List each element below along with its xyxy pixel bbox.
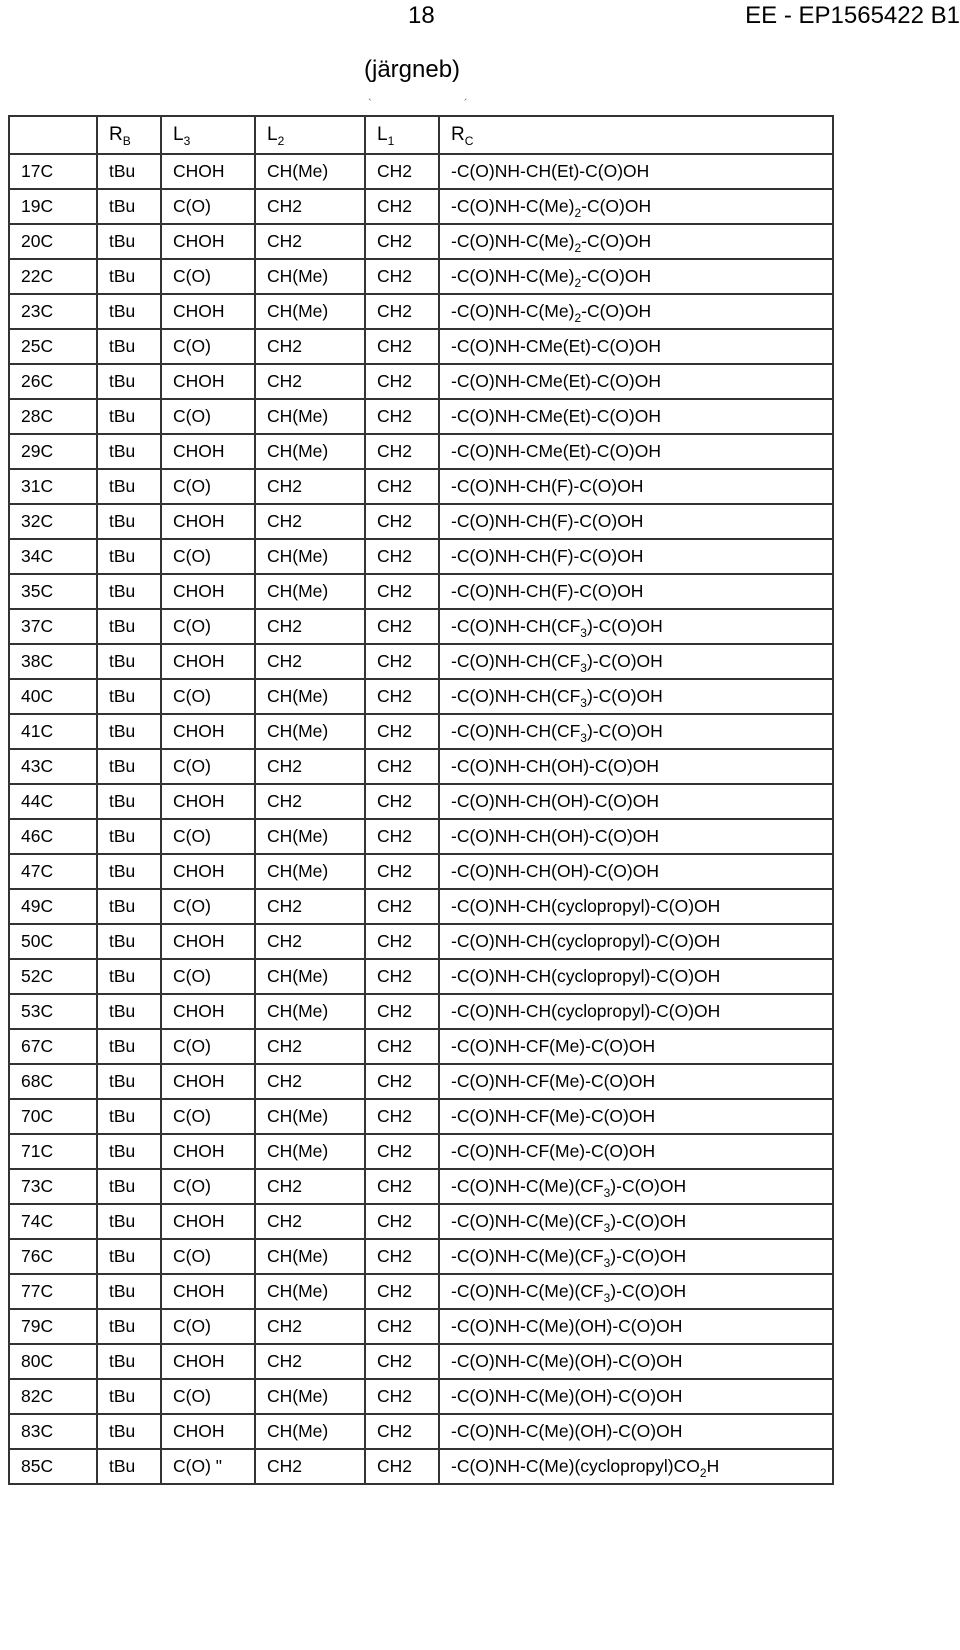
cell-rb: tBu	[97, 1099, 161, 1134]
cell-compound-id: 73C	[9, 1169, 97, 1204]
cell-compound-id: 68C	[9, 1064, 97, 1099]
continued-label: (järgneb)	[364, 56, 461, 83]
cell-rc: -C(O)NH-CH(OH)-C(O)OH	[439, 854, 833, 889]
cell-l2: CH(Me)	[255, 1414, 365, 1449]
compound-table	[8, 115, 834, 1485]
table-row	[9, 364, 833, 399]
cell-l1: CH2	[365, 889, 439, 924]
document-id: EE - EP1565422 B1	[745, 2, 960, 29]
table-row	[9, 1344, 833, 1379]
cell-l1: CH2	[365, 1344, 439, 1379]
scan-tick-right: ´	[464, 98, 468, 110]
cell-compound-id: 23C	[9, 294, 97, 329]
cell-compound-id: 71C	[9, 1134, 97, 1169]
header-l2: $L_2$	[255, 116, 365, 154]
page-number: 18	[408, 2, 435, 29]
cell-l3: C(O)	[161, 469, 255, 504]
cell-l1: CH2	[365, 399, 439, 434]
cell-l2: CH(Me)	[255, 1099, 365, 1134]
cell-rc: -C(O)NH-CF(Me)-C(O)OH	[439, 1099, 833, 1134]
cell-l2: CH2	[255, 609, 365, 644]
cell-l3: C(O)	[161, 1309, 255, 1344]
cell-l2: CH2	[255, 469, 365, 504]
cell-rb: tBu	[97, 224, 161, 259]
cell-l2: CH2	[255, 504, 365, 539]
cell-l1: CH2	[365, 749, 439, 784]
cell-compound-id: 37C	[9, 609, 97, 644]
cell-rc: $-C(O)NH-CH(CF_3)-C(O)OH$	[439, 714, 833, 749]
cell-rc: -C(O)NH-C(Me)(OH)-C(O)OH	[439, 1344, 833, 1379]
cell-l2: CH(Me)	[255, 959, 365, 994]
cell-l1: CH2	[365, 609, 439, 644]
cell-l3: CHOH	[161, 504, 255, 539]
table-row	[9, 1274, 833, 1309]
cell-rb: tBu	[97, 1414, 161, 1449]
cell-l3: C(O)	[161, 749, 255, 784]
cell-l3: CHOH	[161, 644, 255, 679]
cell-rb: tBu	[97, 609, 161, 644]
cell-l2: CH2	[255, 1204, 365, 1239]
cell-rb: tBu	[97, 959, 161, 994]
cell-rb: tBu	[97, 854, 161, 889]
cell-l1: CH2	[365, 1134, 439, 1169]
table-row	[9, 924, 833, 959]
table-row	[9, 784, 833, 819]
cell-l1: CH2	[365, 434, 439, 469]
cell-l2: CH(Me)	[255, 539, 365, 574]
cell-l3: CHOH	[161, 1344, 255, 1379]
cell-l1: CH2	[365, 504, 439, 539]
cell-l1: CH2	[365, 1204, 439, 1239]
cell-rb: tBu	[97, 574, 161, 609]
cell-l2: CH2	[255, 364, 365, 399]
cell-l3: C(O)	[161, 189, 255, 224]
cell-compound-id: 76C	[9, 1239, 97, 1274]
cell-l3: CHOH	[161, 154, 255, 189]
cell-compound-id: 28C	[9, 399, 97, 434]
cell-l1: CH2	[365, 1414, 439, 1449]
cell-l3: C(O)	[161, 1099, 255, 1134]
header-l3: $L_3$	[161, 116, 255, 154]
header-rb: $R_B$	[97, 116, 161, 154]
cell-l1: CH2	[365, 1169, 439, 1204]
cell-l3: C(O) "	[161, 1449, 255, 1484]
header-l1: $L_1$	[365, 116, 439, 154]
table-row	[9, 1029, 833, 1064]
cell-l3: CHOH	[161, 784, 255, 819]
cell-compound-id: 25C	[9, 329, 97, 364]
cell-rb: tBu	[97, 749, 161, 784]
cell-l2: CH2	[255, 1309, 365, 1344]
cell-l2: CH(Me)	[255, 1134, 365, 1169]
cell-rc: -C(O)NH-CH(Et)-C(O)OH	[439, 154, 833, 189]
cell-compound-id: 34C	[9, 539, 97, 574]
cell-rb: tBu	[97, 889, 161, 924]
cell-compound-id: 20C	[9, 224, 97, 259]
cell-l1: CH2	[365, 574, 439, 609]
cell-l1: CH2	[365, 854, 439, 889]
cell-rc: -C(O)NH-CH(cyclopropyl)-C(O)OH	[439, 959, 833, 994]
cell-rb: tBu	[97, 399, 161, 434]
cell-l3: C(O)	[161, 609, 255, 644]
cell-compound-id: 49C	[9, 889, 97, 924]
cell-compound-id: 41C	[9, 714, 97, 749]
cell-compound-id: 43C	[9, 749, 97, 784]
table-body	[9, 154, 833, 1484]
cell-rb: tBu	[97, 259, 161, 294]
cell-l3: CHOH	[161, 224, 255, 259]
cell-rb: tBu	[97, 1204, 161, 1239]
cell-l3: C(O)	[161, 1379, 255, 1414]
table-row	[9, 574, 833, 609]
cell-l1: CH2	[365, 329, 439, 364]
cell-rc: -C(O)NH-CH(F)-C(O)OH	[439, 539, 833, 574]
cell-l3: CHOH	[161, 1414, 255, 1449]
cell-l1: CH2	[365, 959, 439, 994]
cell-rb: tBu	[97, 994, 161, 1029]
cell-l3: C(O)	[161, 329, 255, 364]
table-row	[9, 819, 833, 854]
cell-rc: -C(O)NH-CMe(Et)-C(O)OH	[439, 364, 833, 399]
cell-l1: CH2	[365, 1309, 439, 1344]
cell-l1: CH2	[365, 154, 439, 189]
cell-rc: $-C(O)NH-C(Me)(cyclopropyl)CO_2H$	[439, 1449, 833, 1484]
header-rc: $R_C$	[439, 116, 833, 154]
cell-rb: tBu	[97, 924, 161, 959]
cell-rc: $-C(O)NH-C(Me)(CF_3)-C(O)OH$	[439, 1204, 833, 1239]
table-row	[9, 994, 833, 1029]
cell-l3: C(O)	[161, 889, 255, 924]
cell-l2: CH2	[255, 1449, 365, 1484]
cell-rb: tBu	[97, 189, 161, 224]
cell-rc: -C(O)NH-CF(Me)-C(O)OH	[439, 1064, 833, 1099]
cell-rc: -C(O)NH-CMe(Et)-C(O)OH	[439, 329, 833, 364]
table-header-row	[9, 116, 833, 154]
cell-l1: CH2	[365, 784, 439, 819]
table-row	[9, 609, 833, 644]
cell-compound-id: 52C	[9, 959, 97, 994]
cell-compound-id: 29C	[9, 434, 97, 469]
cell-l1: CH2	[365, 924, 439, 959]
cell-l1: CH2	[365, 644, 439, 679]
cell-rb: tBu	[97, 1309, 161, 1344]
cell-l2: CH(Me)	[255, 679, 365, 714]
cell-rc: -C(O)NH-C(Me)(OH)-C(O)OH	[439, 1379, 833, 1414]
table-row	[9, 1169, 833, 1204]
cell-rb: tBu	[97, 714, 161, 749]
cell-compound-id: 31C	[9, 469, 97, 504]
cell-l3: CHOH	[161, 994, 255, 1029]
table-row	[9, 1099, 833, 1134]
cell-l3: CHOH	[161, 714, 255, 749]
cell-l3: C(O)	[161, 819, 255, 854]
cell-rc: -C(O)NH-CH(OH)-C(O)OH	[439, 819, 833, 854]
cell-l3: C(O)	[161, 959, 255, 994]
cell-rc: $-C(O)NH-C(Me)_2-C(O)OH$	[439, 189, 833, 224]
header-compound-id	[9, 116, 97, 154]
table-row	[9, 714, 833, 749]
cell-l3: CHOH	[161, 1064, 255, 1099]
cell-l2: CH(Me)	[255, 819, 365, 854]
cell-rc: $-C(O)NH-C(Me)_2-C(O)OH$	[439, 259, 833, 294]
cell-compound-id: 44C	[9, 784, 97, 819]
cell-l1: CH2	[365, 1029, 439, 1064]
cell-rc: $-C(O)NH-C(Me)(CF_3)-C(O)OH$	[439, 1169, 833, 1204]
cell-compound-id: 40C	[9, 679, 97, 714]
cell-l2: CH(Me)	[255, 714, 365, 749]
cell-l2: CH2	[255, 1029, 365, 1064]
cell-compound-id: 67C	[9, 1029, 97, 1064]
table-row	[9, 644, 833, 679]
cell-l3: CHOH	[161, 1204, 255, 1239]
cell-l1: CH2	[365, 679, 439, 714]
cell-l3: CHOH	[161, 1134, 255, 1169]
table-row	[9, 749, 833, 784]
cell-l2: CH2	[255, 189, 365, 224]
table-row	[9, 854, 833, 889]
cell-l1: CH2	[365, 364, 439, 399]
cell-compound-id: 17C	[9, 154, 97, 189]
cell-l1: CH2	[365, 1379, 439, 1414]
cell-l1: CH2	[365, 469, 439, 504]
cell-rb: tBu	[97, 1344, 161, 1379]
cell-rb: tBu	[97, 679, 161, 714]
cell-l1: CH2	[365, 189, 439, 224]
cell-l3: CHOH	[161, 854, 255, 889]
cell-rb: tBu	[97, 364, 161, 399]
cell-compound-id: 46C	[9, 819, 97, 854]
cell-rb: tBu	[97, 1064, 161, 1099]
cell-compound-id: 38C	[9, 644, 97, 679]
cell-l2: CH2	[255, 749, 365, 784]
cell-rb: tBu	[97, 1134, 161, 1169]
cell-l1: CH2	[365, 1239, 439, 1274]
cell-compound-id: 47C	[9, 854, 97, 889]
cell-l1: CH2	[365, 1274, 439, 1309]
table-row	[9, 329, 833, 364]
table-row	[9, 959, 833, 994]
table-row	[9, 259, 833, 294]
cell-l2: CH(Me)	[255, 994, 365, 1029]
cell-rc: -C(O)NH-C(Me)(OH)-C(O)OH	[439, 1309, 833, 1344]
cell-l2: CH2	[255, 644, 365, 679]
table-row	[9, 1134, 833, 1169]
cell-l3: C(O)	[161, 1239, 255, 1274]
cell-compound-id: 50C	[9, 924, 97, 959]
cell-l2: CH(Me)	[255, 294, 365, 329]
cell-l1: CH2	[365, 819, 439, 854]
cell-compound-id: 74C	[9, 1204, 97, 1239]
cell-l1: CH2	[365, 1099, 439, 1134]
cell-rc: $-C(O)NH-C(Me)_2-C(O)OH$	[439, 294, 833, 329]
cell-rc: -C(O)NH-CH(F)-C(O)OH	[439, 504, 833, 539]
table-row	[9, 154, 833, 189]
table-row	[9, 189, 833, 224]
cell-rb: tBu	[97, 784, 161, 819]
cell-rb: tBu	[97, 1169, 161, 1204]
cell-l3: C(O)	[161, 399, 255, 434]
scan-tick-left: `	[368, 98, 372, 110]
cell-l2: CH2	[255, 924, 365, 959]
cell-l3: CHOH	[161, 924, 255, 959]
cell-rb: tBu	[97, 154, 161, 189]
cell-rb: tBu	[97, 1274, 161, 1309]
cell-l2: CH2	[255, 784, 365, 819]
table-row	[9, 1379, 833, 1414]
cell-l1: CH2	[365, 259, 439, 294]
cell-l3: C(O)	[161, 1029, 255, 1064]
cell-l2: CH(Me)	[255, 574, 365, 609]
cell-rc: -C(O)NH-CH(cyclopropyl)-C(O)OH	[439, 994, 833, 1029]
cell-compound-id: 35C	[9, 574, 97, 609]
cell-l3: CHOH	[161, 294, 255, 329]
cell-l2: CH2	[255, 224, 365, 259]
cell-rb: tBu	[97, 1029, 161, 1064]
cell-compound-id: 53C	[9, 994, 97, 1029]
cell-l1: CH2	[365, 994, 439, 1029]
cell-l1: CH2	[365, 294, 439, 329]
cell-l2: CH2	[255, 1344, 365, 1379]
cell-l2: CH2	[255, 889, 365, 924]
table-row	[9, 224, 833, 259]
cell-l1: CH2	[365, 539, 439, 574]
table-row	[9, 679, 833, 714]
table-row	[9, 1204, 833, 1239]
cell-l2: CH(Me)	[255, 1239, 365, 1274]
table-row	[9, 504, 833, 539]
cell-compound-id: 85C	[9, 1449, 97, 1484]
cell-l2: CH(Me)	[255, 1274, 365, 1309]
cell-rc: $-C(O)NH-C(Me)(CF_3)-C(O)OH$	[439, 1239, 833, 1274]
cell-compound-id: 70C	[9, 1099, 97, 1134]
cell-rc: -C(O)NH-CH(cyclopropyl)-C(O)OH	[439, 924, 833, 959]
cell-rc: -C(O)NH-CMe(Et)-C(O)OH	[439, 399, 833, 434]
table-row	[9, 1309, 833, 1344]
cell-compound-id: 77C	[9, 1274, 97, 1309]
cell-l3: CHOH	[161, 364, 255, 399]
cell-rc: -C(O)NH-CH(cyclopropyl)-C(O)OH	[439, 889, 833, 924]
table-row	[9, 294, 833, 329]
cell-rc: $-C(O)NH-CH(CF_3)-C(O)OH$	[439, 644, 833, 679]
cell-compound-id: 19C	[9, 189, 97, 224]
cell-rc: $-C(O)NH-CH(CF_3)-C(O)OH$	[439, 609, 833, 644]
cell-rb: tBu	[97, 1449, 161, 1484]
cell-l2: CH(Me)	[255, 854, 365, 889]
table-row	[9, 1064, 833, 1099]
cell-rb: tBu	[97, 294, 161, 329]
cell-rc: $-C(O)NH-C(Me)(CF_3)-C(O)OH$	[439, 1274, 833, 1309]
cell-rc: -C(O)NH-CF(Me)-C(O)OH	[439, 1134, 833, 1169]
cell-rc: -C(O)NH-CMe(Et)-C(O)OH	[439, 434, 833, 469]
cell-rb: tBu	[97, 434, 161, 469]
cell-l3: C(O)	[161, 1169, 255, 1204]
cell-rc: -C(O)NH-CH(OH)-C(O)OH	[439, 784, 833, 819]
table-row	[9, 889, 833, 924]
cell-l2: CH2	[255, 1064, 365, 1099]
cell-rc: -C(O)NH-CF(Me)-C(O)OH	[439, 1029, 833, 1064]
cell-l1: CH2	[365, 224, 439, 259]
cell-rb: tBu	[97, 1379, 161, 1414]
cell-l2: CH(Me)	[255, 399, 365, 434]
table-row	[9, 1239, 833, 1274]
table-row	[9, 1449, 833, 1484]
cell-compound-id: 32C	[9, 504, 97, 539]
table-row	[9, 539, 833, 574]
cell-compound-id: 79C	[9, 1309, 97, 1344]
cell-l2: CH2	[255, 329, 365, 364]
table-row	[9, 1414, 833, 1449]
cell-rb: tBu	[97, 1239, 161, 1274]
cell-l3: C(O)	[161, 679, 255, 714]
cell-rb: tBu	[97, 644, 161, 679]
cell-compound-id: 83C	[9, 1414, 97, 1449]
table-row	[9, 434, 833, 469]
cell-rb: tBu	[97, 539, 161, 574]
cell-rb: tBu	[97, 469, 161, 504]
cell-rb: tBu	[97, 819, 161, 854]
cell-rc: -C(O)NH-CH(OH)-C(O)OH	[439, 749, 833, 784]
cell-l2: CH(Me)	[255, 154, 365, 189]
table-row	[9, 469, 833, 504]
cell-compound-id: 26C	[9, 364, 97, 399]
cell-l2: CH(Me)	[255, 434, 365, 469]
cell-l2: CH(Me)	[255, 1379, 365, 1414]
cell-l2: CH2	[255, 1169, 365, 1204]
cell-rc: -C(O)NH-CH(F)-C(O)OH	[439, 574, 833, 609]
cell-rc: -C(O)NH-C(Me)(OH)-C(O)OH	[439, 1414, 833, 1449]
cell-l1: CH2	[365, 1064, 439, 1099]
cell-l3: CHOH	[161, 434, 255, 469]
cell-compound-id: 82C	[9, 1379, 97, 1414]
cell-compound-id: 22C	[9, 259, 97, 294]
cell-rb: tBu	[97, 504, 161, 539]
cell-rc: $-C(O)NH-CH(CF_3)-C(O)OH$	[439, 679, 833, 714]
cell-rb: tBu	[97, 329, 161, 364]
cell-l3: CHOH	[161, 1274, 255, 1309]
cell-rc: $-C(O)NH-C(Me)_2-C(O)OH$	[439, 224, 833, 259]
table-row	[9, 399, 833, 434]
cell-l1: CH2	[365, 1449, 439, 1484]
cell-l1: CH2	[365, 714, 439, 749]
cell-compound-id: 80C	[9, 1344, 97, 1379]
cell-rc: -C(O)NH-CH(F)-C(O)OH	[439, 469, 833, 504]
cell-l3: CHOH	[161, 574, 255, 609]
cell-l3: C(O)	[161, 259, 255, 294]
cell-l3: C(O)	[161, 539, 255, 574]
cell-l2: CH(Me)	[255, 259, 365, 294]
